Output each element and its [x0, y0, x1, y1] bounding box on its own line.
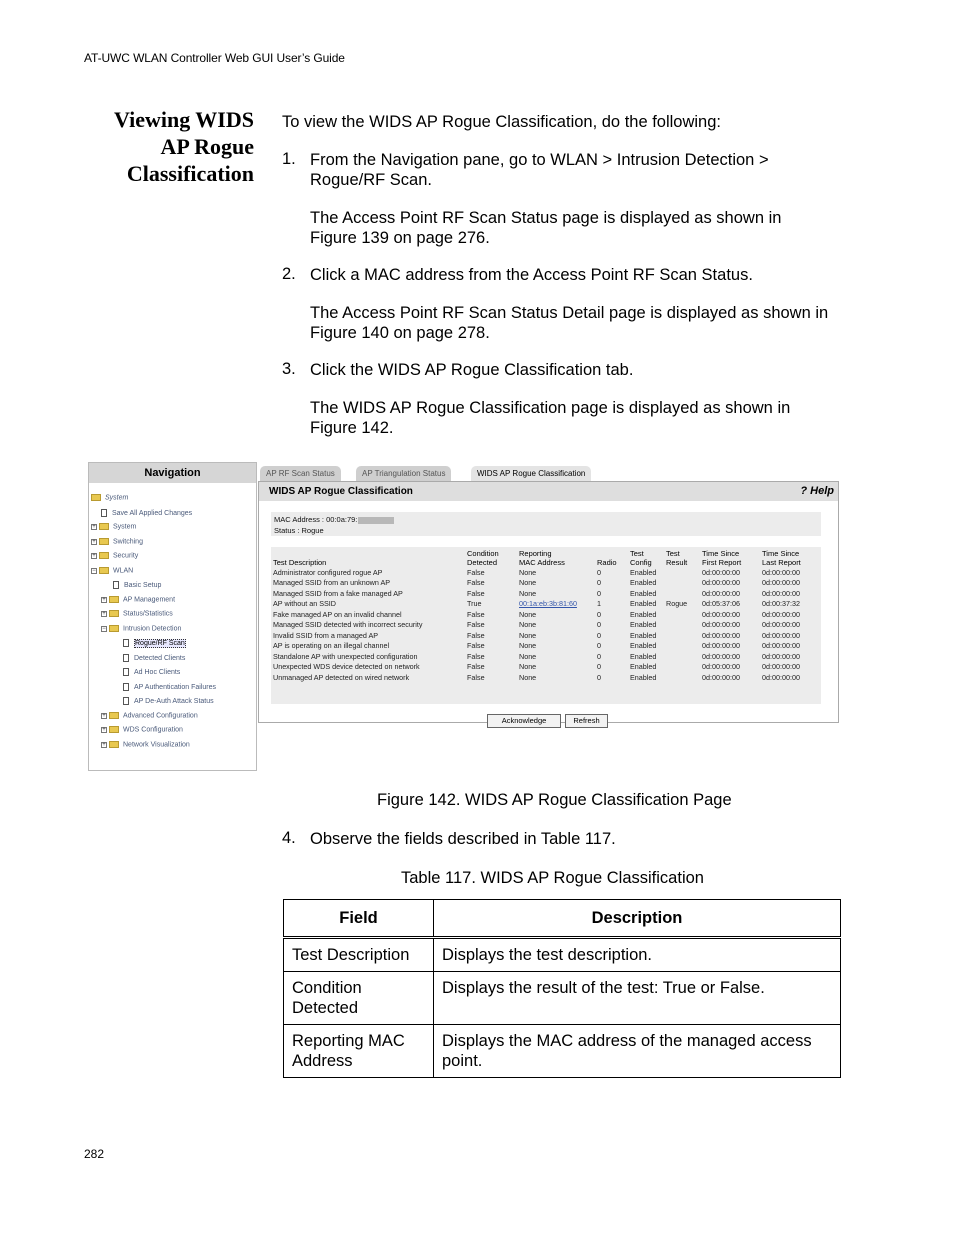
- folder-icon: [91, 494, 101, 501]
- document-icon: [123, 697, 129, 705]
- expand-icon: +: [102, 596, 106, 603]
- header-condition: Condition Detected: [467, 549, 499, 567]
- folder-icon: [99, 538, 109, 545]
- field-cell: Condition Detected: [284, 972, 434, 1025]
- cell-first-report: 0d:00:00:00: [702, 578, 740, 588]
- collapse-icon: −: [102, 625, 106, 632]
- tree-ad-hoc-clients[interactable]: Ad Hoc Clients: [123, 668, 180, 676]
- description-cell: Displays the test description.: [434, 938, 841, 972]
- description-cell: Displays the result of the test: True or False.: [434, 972, 841, 1025]
- folder-icon: [99, 552, 109, 559]
- cell-condition: False: [467, 620, 485, 630]
- cell-test-config: Enabled: [630, 609, 657, 619]
- cell-last-report: 0d:00:00:00: [762, 588, 800, 598]
- cell-test-config: Enabled: [630, 662, 657, 672]
- note-line: Figure 139 on page 276.: [310, 229, 490, 247]
- cell-radio: 0: [597, 630, 601, 640]
- cell-test-config: Enabled: [630, 630, 657, 640]
- step-number: 3.: [282, 360, 296, 378]
- cell-first-report: 0d:00:00:00: [702, 651, 740, 661]
- cell-last-report: 0d:00:00:00: [762, 568, 800, 577]
- cell-condition: False: [467, 662, 485, 672]
- folder-icon: [99, 523, 109, 530]
- header-test-result: Test Result: [666, 549, 688, 567]
- table-caption: Table 117. WIDS AP Rogue Classification: [401, 869, 704, 887]
- collapse-icon: −: [92, 567, 96, 574]
- step-line: From the Navigation pane, go to WLAN > Intrusion Detection >: [310, 151, 769, 169]
- cell-first-report: 0d:00:00:00: [702, 620, 740, 630]
- section-title-line: Viewing WIDS: [114, 107, 254, 132]
- document-icon: [123, 683, 129, 691]
- cell-first-report: 0d:00:00:00: [702, 568, 740, 577]
- cell-reporting-mac: None: [519, 578, 537, 588]
- cell-first-report: 0d:05:37:06: [702, 599, 740, 609]
- cell-test-config: Enabled: [630, 599, 657, 609]
- note-line: The Access Point RF Scan Status Detail page is displayed as shown in: [310, 304, 829, 322]
- expand-icon: +: [102, 726, 106, 733]
- figure-screenshot: [88, 462, 840, 772]
- redacted-block: [358, 517, 394, 524]
- cell-radio: 0: [597, 588, 601, 598]
- cell-radio: 0: [597, 620, 601, 630]
- step-line: Rogue/RF Scan.: [310, 171, 432, 189]
- cell-test-config: Enabled: [630, 588, 657, 598]
- tree-ap-deauth-status[interactable]: AP De-Auth Attack Status: [123, 697, 214, 705]
- status-value: Status : Rogue: [274, 526, 324, 535]
- tree-intrusion-detection[interactable]: − Intrusion Detection: [102, 625, 182, 633]
- folder-icon: [109, 712, 119, 719]
- field-cell: Reporting MAC Address: [284, 1025, 434, 1078]
- tree-security[interactable]: + Security: [92, 552, 139, 560]
- cell-last-report: 0d:00:00:00: [762, 651, 800, 661]
- tree-save-all[interactable]: Save All Applied Changes: [101, 509, 192, 517]
- cell-test-description: Managed SSID from a fake managed AP: [273, 588, 403, 598]
- folder-icon: [109, 625, 119, 632]
- help-link[interactable]: ? Help: [800, 485, 834, 497]
- step-note: [310, 208, 781, 248]
- expand-icon: +: [102, 712, 106, 719]
- intro-text: To view the WIDS AP Rogue Classification, do the following:: [282, 113, 721, 131]
- cell-last-report: 0d:00:00:00: [762, 630, 800, 640]
- folder-icon: [109, 741, 119, 748]
- cell-last-report: 0d:00:00:00: [762, 609, 800, 619]
- header-test-config: Test Config: [630, 549, 652, 567]
- cell-condition: False: [467, 672, 485, 682]
- cell-condition: False: [467, 630, 485, 640]
- section-title-line: Classification: [126, 161, 254, 186]
- cell-condition: False: [467, 609, 485, 619]
- cell-test-description: Managed SSID detected with incorrect security: [273, 620, 423, 630]
- cell-test-description: Managed SSID from an unknown AP: [273, 578, 391, 588]
- cell-test-config: Enabled: [630, 568, 657, 577]
- cell-first-report: 0d:00:00:00: [702, 609, 740, 619]
- cell-radio: 0: [597, 672, 601, 682]
- cell-test-result: Rogue: [666, 599, 688, 609]
- cell-condition: False: [467, 578, 485, 588]
- cell-last-report: 0d:00:00:00: [762, 662, 800, 672]
- header-first-report: Time Since First Report: [702, 549, 742, 567]
- cell-radio: 0: [597, 641, 601, 651]
- cell-reporting-mac: None: [519, 651, 537, 661]
- tree-status-statistics[interactable]: + Status/Statistics: [102, 610, 173, 618]
- cell-test-config: Enabled: [630, 672, 657, 682]
- document-icon: [113, 581, 119, 589]
- rogue-test-grid: [271, 547, 821, 704]
- tree-system-root[interactable]: System: [91, 494, 128, 501]
- cell-test-config: Enabled: [630, 651, 657, 661]
- expand-icon: +: [102, 741, 106, 748]
- cell-reporting-mac: None: [519, 641, 537, 651]
- note-line: The Access Point RF Scan Status page is displayed as shown in: [310, 209, 782, 227]
- table-row: [284, 938, 841, 972]
- tab-wids-ap-rogue-classification[interactable]: WIDS AP Rogue Classification: [471, 466, 591, 481]
- header-test-description: Test Description: [273, 558, 327, 567]
- tree-network-visualization[interactable]: + Network Visualization: [102, 741, 190, 749]
- navigation-title: Navigation: [89, 463, 256, 483]
- tab-ap-rf-scan-status[interactable]: AP RF Scan Status: [260, 466, 341, 481]
- cell-condition: True: [467, 599, 482, 609]
- navigation-pane: [88, 462, 257, 771]
- table-row: [284, 1025, 841, 1078]
- cell-test-description: Unexpected WDS device detected on network: [273, 662, 420, 672]
- cell-last-report: 0d:00:00:00: [762, 578, 800, 588]
- folder-icon: [99, 567, 109, 574]
- document-icon: [123, 654, 129, 662]
- mac-status-box: [271, 512, 821, 536]
- refresh-button[interactable]: Refresh: [565, 714, 608, 728]
- expand-icon: +: [92, 523, 96, 530]
- tree-ap-auth-failures[interactable]: AP Authentication Failures: [123, 683, 216, 691]
- cell-reporting-mac: None: [519, 662, 537, 672]
- folder-icon: [109, 726, 119, 733]
- cell-radio: 0: [597, 609, 601, 619]
- cell-last-report: 0d:00:00:00: [762, 672, 800, 682]
- section-title: [60, 106, 254, 187]
- tree-basic-setup[interactable]: Basic Setup: [113, 581, 161, 589]
- expand-icon: +: [102, 610, 106, 617]
- note-line: The WIDS AP Rogue Classification page is displayed as shown in: [310, 399, 791, 417]
- cell-radio: 1: [597, 599, 601, 609]
- table-header-row: [284, 900, 841, 938]
- cell-first-report: 0d:00:00:00: [702, 662, 740, 672]
- page-number: 282: [84, 1147, 105, 1161]
- description-cell: Displays the MAC address of the managed access point.: [434, 1025, 841, 1078]
- cell-test-description: Unmanaged AP detected on wired network: [273, 672, 410, 682]
- step-text: Observe the fields described in Table 117.: [310, 830, 616, 848]
- document-icon: [101, 509, 107, 517]
- cell-test-config: Enabled: [630, 641, 657, 651]
- tree-wds-config[interactable]: + WDS Configuration: [102, 726, 183, 734]
- expand-icon: +: [92, 538, 96, 545]
- cell-test-config: Enabled: [630, 620, 657, 630]
- tree-switching[interactable]: + Switching: [92, 538, 143, 546]
- cell-radio: 0: [597, 662, 601, 672]
- cell-condition: False: [467, 641, 485, 651]
- folder-icon: [109, 610, 119, 617]
- cell-test-config: Enabled: [630, 578, 657, 588]
- tab-ap-triangulation-status[interactable]: AP Triangulation Status: [356, 466, 451, 481]
- cell-radio: 0: [597, 568, 601, 577]
- fields-table: [283, 899, 841, 1078]
- cell-first-report: 0d:00:00:00: [702, 630, 740, 640]
- cell-reporting-mac[interactable]: 00:1a:eb:3b:81:60: [519, 599, 577, 609]
- step-text: Click the WIDS AP Rogue Classification tab.: [310, 361, 634, 379]
- folder-icon: [109, 596, 119, 603]
- content-panel: [258, 481, 839, 723]
- tree-rogue-rf-scan[interactable]: Rogue/RF Scan: [123, 639, 186, 647]
- header-radio: Radio: [597, 558, 617, 567]
- tree-detected-clients[interactable]: Detected Clients: [123, 654, 185, 662]
- running-header: AT-UWC WLAN Controller Web GUI User’s Guide: [84, 51, 345, 65]
- cell-condition: False: [467, 651, 485, 661]
- cell-test-description: AP without an SSID: [273, 599, 336, 609]
- cell-last-report: 0d:00:00:00: [762, 620, 800, 630]
- mac-address: MAC Address : 00:0a:79:: [274, 514, 818, 525]
- step-number: 2.: [282, 265, 296, 283]
- cell-reporting-mac: None: [519, 568, 537, 577]
- cell-test-description: Invalid SSID from a managed AP: [273, 630, 379, 640]
- note-line: Figure 140 on page 278.: [310, 324, 490, 342]
- cell-condition: False: [467, 568, 485, 577]
- step-note: [310, 303, 828, 343]
- cell-reporting-mac: None: [519, 672, 537, 682]
- cell-radio: 0: [597, 651, 601, 661]
- cell-reporting-mac: None: [519, 620, 537, 630]
- cell-reporting-mac: None: [519, 630, 537, 640]
- field-cell: Test Description: [284, 938, 434, 972]
- panel-title: WIDS AP Rogue Classification ? Help: [259, 482, 838, 501]
- expand-icon: +: [92, 552, 96, 559]
- tree-ap-management[interactable]: + AP Management: [102, 596, 176, 604]
- acknowledge-button[interactable]: Acknowledge: [487, 714, 561, 728]
- cell-reporting-mac: None: [519, 588, 537, 598]
- header-last-report: Time Since Last Report: [762, 549, 801, 567]
- table-header: Field: [284, 900, 434, 938]
- step-text: [310, 150, 769, 190]
- cell-test-description: Administrator configured rogue AP: [273, 568, 383, 577]
- figure-caption: Figure 142. WIDS AP Rogue Classification Page: [377, 791, 732, 809]
- cell-condition: False: [467, 588, 485, 598]
- cell-first-report: 0d:00:00:00: [702, 588, 740, 598]
- note-line: Figure 142.: [310, 419, 394, 437]
- cell-test-description: Standalone AP with unexpected configuration: [273, 651, 418, 661]
- step-number: 1.: [282, 150, 296, 168]
- cell-last-report: 0d:00:37:32: [762, 599, 800, 609]
- document-icon: [123, 668, 129, 676]
- step-text: Click a MAC address from the Access Point RF Scan Status.: [310, 266, 753, 284]
- table-row: [284, 972, 841, 1025]
- step-number: 4.: [282, 829, 296, 847]
- tree-system[interactable]: + System: [92, 523, 137, 531]
- cell-last-report: 0d:00:00:00: [762, 641, 800, 651]
- cell-reporting-mac: None: [519, 609, 537, 619]
- cell-test-description: Fake managed AP on an invalid channel: [273, 609, 402, 619]
- tree-advanced-config[interactable]: + Advanced Configuration: [102, 712, 198, 720]
- cell-first-report: 0d:00:00:00: [702, 641, 740, 651]
- header-reporting-mac: Reporting MAC Address: [519, 549, 565, 567]
- tree-wlan[interactable]: − WLAN: [92, 567, 134, 575]
- step-note: [310, 398, 790, 438]
- document-icon: [123, 639, 129, 647]
- cell-test-description: AP is operating on an illegal channel: [273, 641, 390, 651]
- section-title-line: AP Rogue: [160, 134, 254, 159]
- cell-radio: 0: [597, 578, 601, 588]
- table-header: Description: [434, 900, 841, 938]
- cell-first-report: 0d:00:00:00: [702, 672, 740, 682]
